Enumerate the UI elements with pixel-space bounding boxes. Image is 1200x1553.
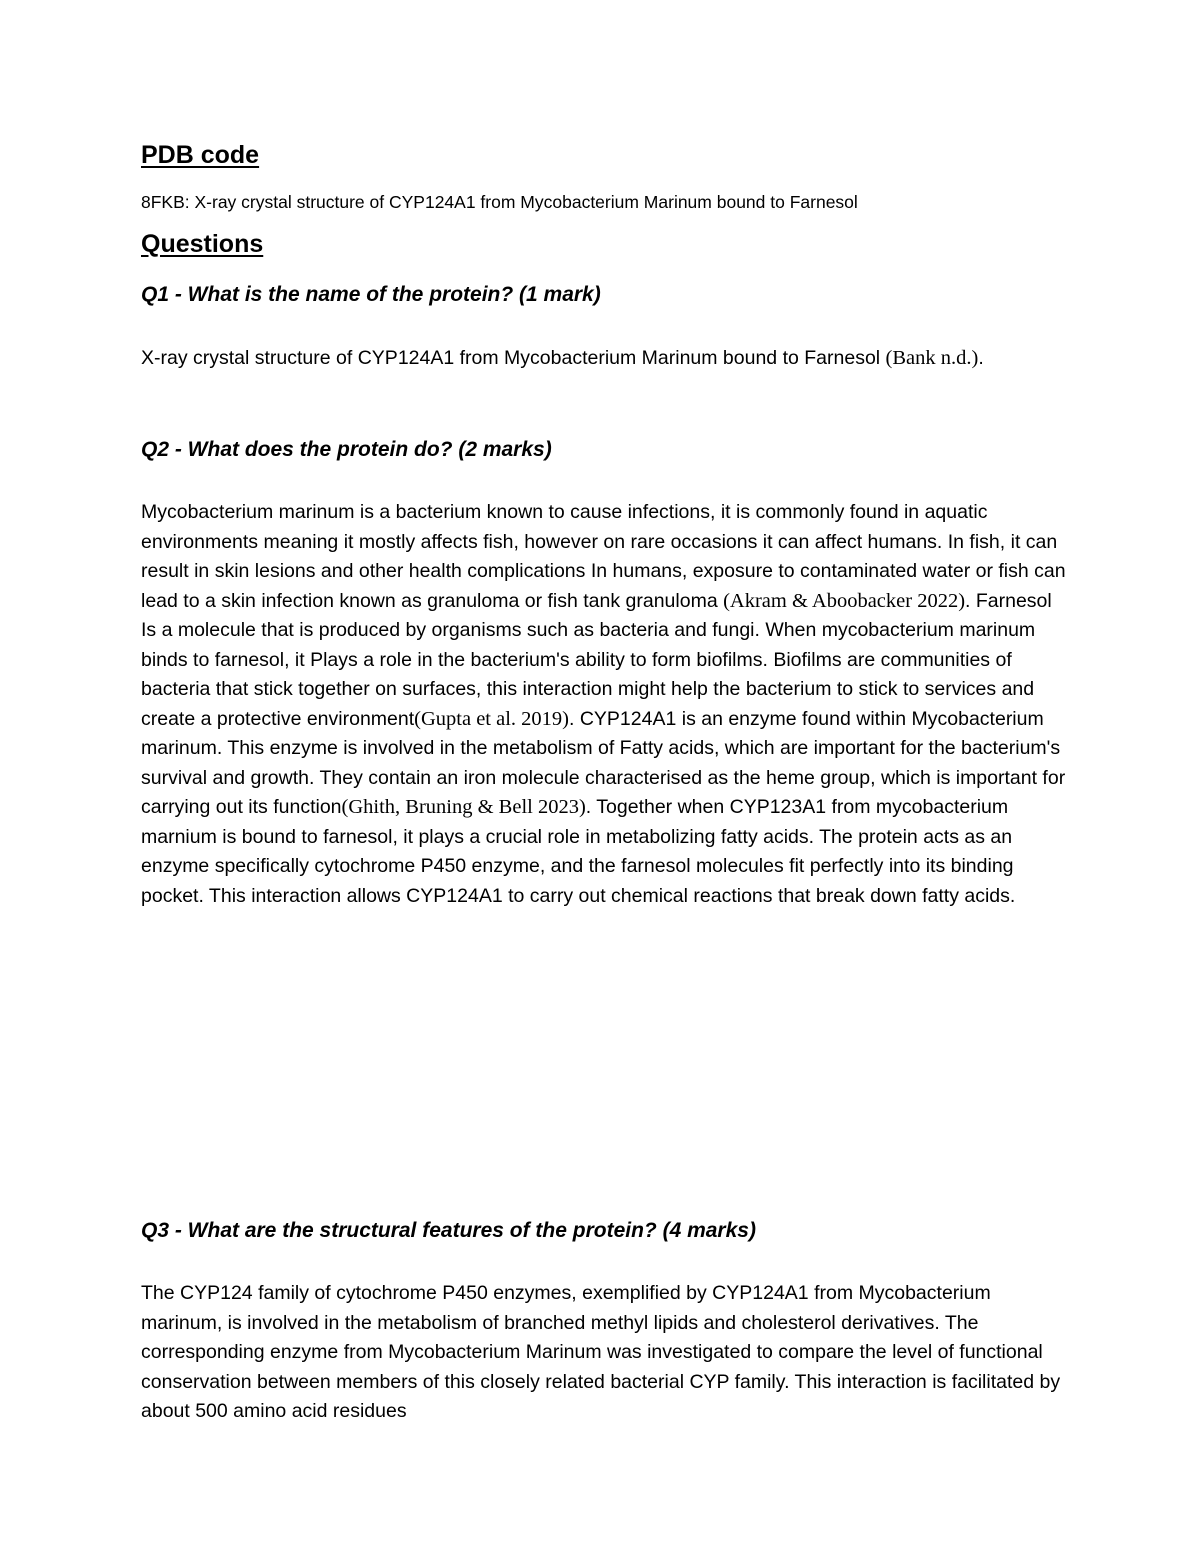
pdb-code-text: 8FKB: X-ray crystal structure of CYP124A1 from Mycobacterium Marinum bound to Farnesol <box>141 192 858 212</box>
q1-answer-end: . <box>978 347 984 369</box>
q2-text-part4: . Together when CYP123A1 from mycobacterium marnium is bound to farnesol, it plays a crucial role in metabolizing fatty acids. The protein acts as an enzyme specifically cytochrome P450 enzyme, and the farnesol molecules fit perfectly into its binding pocket. This interaction allows CYP124A1 to carry out chemical reactions that break down fatty acids. <box>141 796 1016 907</box>
q3-answer: The CYP124 family of cytochrome P450 enzymes, exemplified by CYP124A1 from Mycobacterium marinum, is involved in the metabolism of branched methyl lipids and cholesterol derivatives. The corresponding enzyme from Mycobacterium Marinum was investigated to compare the level of functional conservation between members of this closely related bacterial CYP family. This interaction is facilitated by about 500 amino acid residues <box>141 1282 1061 1422</box>
q2-text-part2: . Farnesol Is a molecule that is produced by organisms such as bacteria and fungi. When mycobacterium marinum binds to farnesol, it Plays a role in the bacterium's ability to form biofilms. Biofilms are communities of bacteria that stick together on surfaces, this interaction might help the bacterium to stick to services and create a protective environment <box>141 589 1052 730</box>
q2-citation-ghith: (Ghith, Bruning & Bell 2023) <box>341 796 586 818</box>
q1-answer <box>141 344 1071 374</box>
q2-citation-akram: (Akram & Aboobacker 2022) <box>723 589 966 612</box>
q2-text-part1: Mycobacterium marinum is a bacterium known to cause infections, it is commonly found in aquatic environments meaning it mostly affects fish, however on rare occasions it can affect humans. In fish, it can result in skin lesions and other health complications In humans, exposure to contaminated water or fish can lead to a skin infection known as granuloma or fish tank granuloma <box>141 501 1066 612</box>
q3-heading: Q3 - What are the structural features of the protein? (4 marks) <box>141 1219 756 1242</box>
q2-answer <box>141 498 1071 911</box>
q2-citation-gupta: (Gupta et al. 2019) <box>414 707 569 730</box>
questions-heading: Questions <box>141 230 264 258</box>
pdb-code-heading: PDB code <box>141 141 260 169</box>
q2-heading: Q2 - What does the protein do? (2 marks) <box>141 438 552 461</box>
q2-text-part3: . CYP124A1 is an enzyme found within Mycobacterium marinum. This enzyme is involved in the metabolism of Fatty acids, which are important for the bacterium's survival and growth. They contain an iron molecule characterised as the heme group, which is important for carrying out its function <box>141 707 1066 818</box>
q1-citation: (Bank n.d.) <box>885 347 979 369</box>
q1-answer-text: X-ray crystal structure of CYP124A1 from Mycobacterium Marinum bound to Farnesol <box>141 347 886 369</box>
q1-heading: Q1 - What is the name of the protein? (1 mark) <box>141 283 601 306</box>
